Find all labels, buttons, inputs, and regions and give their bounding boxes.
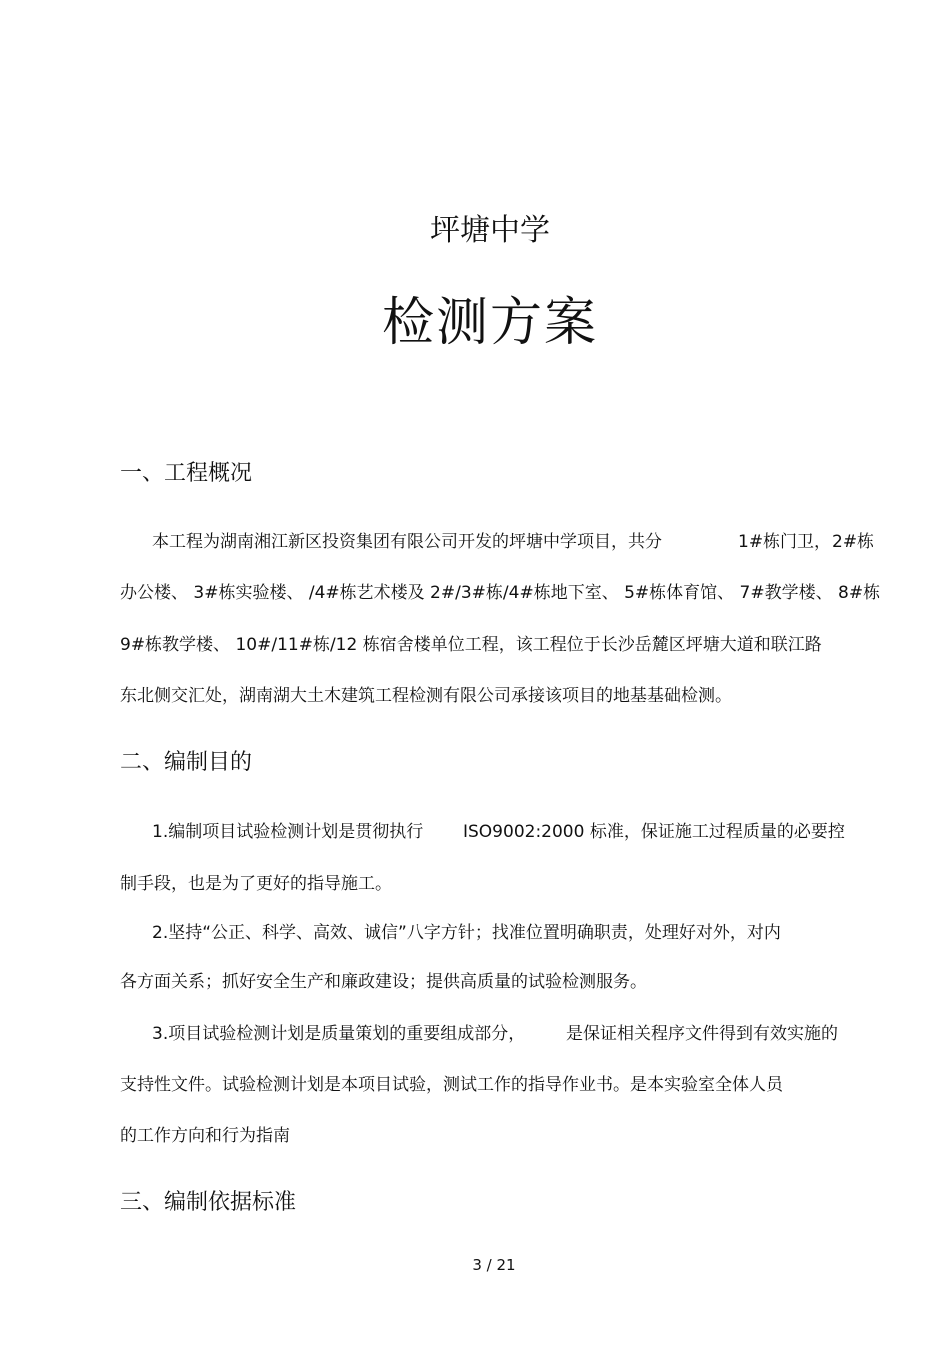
paragraph-line: 本工程为湖南湘江新区投资集团有限公司开发的坪塘中学项目，共分: [152, 532, 662, 552]
section-heading-overview: 一、工程概况: [120, 461, 253, 486]
paragraph-line: 2#栋: [832, 532, 875, 552]
paragraph-line: ISO9002:2000 标准，保证施工过程质量的必要控: [463, 822, 845, 842]
page-number: 3 / 21: [472, 1256, 516, 1274]
paragraph-line: 2.坚持“公正、科学、高效、诚信”八字方针；找准位置明确职责，处理好对外，对内: [152, 923, 781, 943]
paragraph-line: 办公楼、 3#栋实验楼、 /4#栋艺术楼及 2#/3#栋/4#栋地下室、 5#栋体育馆、 7#教学楼、 8#栋: [120, 583, 881, 603]
paragraph-line: 3.项目试验检测计划是质量策划的重要组成部分，: [152, 1024, 526, 1044]
paragraph-line: 各方面关系；抓好安全生产和廉政建设；提供高质量的试验检测服务。: [120, 972, 647, 992]
paragraph-line: 制手段，也是为了更好的指导施工。: [120, 874, 392, 894]
section-heading-purpose: 二、编制目的: [120, 750, 253, 775]
paragraph-line: 东北侧交汇处，湖南湖大土木建筑工程检测有限公司承接该项目的地基基础检测。: [120, 686, 732, 706]
document-subtitle: 坪塘中学: [430, 213, 550, 248]
document-title: 检测方案: [381, 293, 598, 353]
paragraph-line: 9#栋教学楼、 10#/11#栋/12 栋宿舍楼单位工程，该工程位于长沙岳麓区坪塘大道和联江路: [120, 635, 822, 655]
paragraph-line: 1#栋门卫，: [738, 532, 832, 552]
section-heading-standards: 三、编制依据标准: [120, 1190, 297, 1215]
paragraph-line: 1.编制项目试验检测计划是贯彻执行: [152, 822, 424, 842]
paragraph-line: 是保证相关程序文件得到有效实施的: [566, 1024, 838, 1044]
paragraph-line: 支持性文件。试验检测计划是本项目试验，测试工作的指导作业书。是本实验室全体人员: [120, 1075, 783, 1095]
paragraph-line: 的工作方向和行为指南: [120, 1126, 290, 1146]
